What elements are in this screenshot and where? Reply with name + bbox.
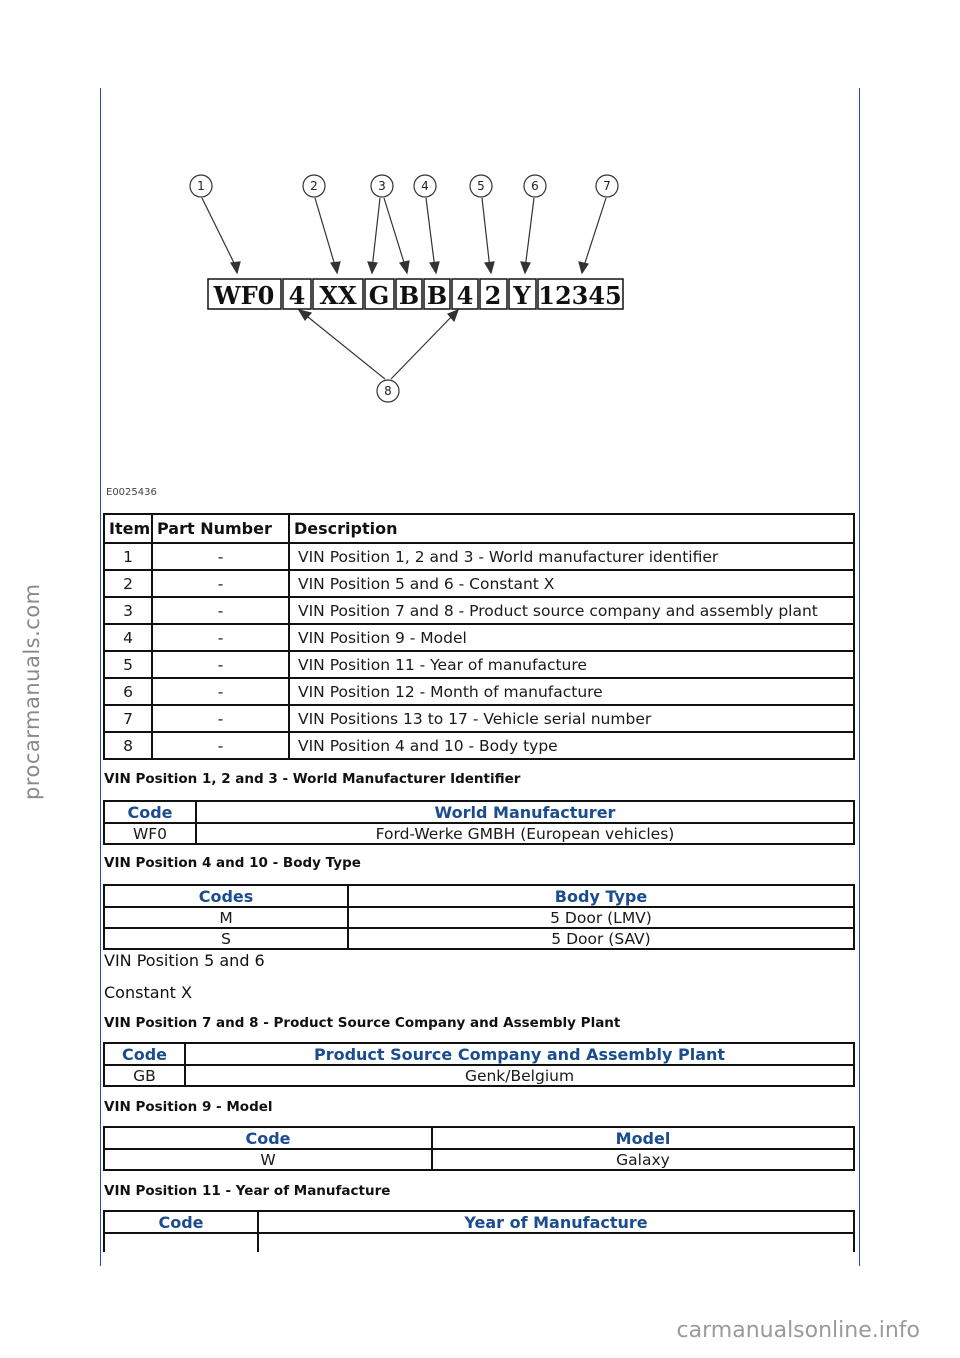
vin-segment-3: XX (319, 281, 357, 310)
header-model: Model (432, 1127, 854, 1149)
table-row (104, 597, 854, 624)
vin-segment-7: 4 (456, 281, 474, 310)
part-number-cell: - (152, 705, 289, 732)
bottom-watermark: carmanualsonline.info (676, 1318, 920, 1343)
item-cell: 2 (104, 570, 152, 597)
header-part-number: Part Number (152, 514, 289, 543)
part-number-cell: - (152, 732, 289, 759)
item-cell: 6 (104, 678, 152, 705)
item-cell: 3 (104, 597, 152, 624)
table-row (104, 624, 854, 651)
header-plant: Product Source Company and Assembly Plant (185, 1043, 854, 1065)
value-cell: Galaxy (432, 1149, 854, 1170)
header-codes: Codes (104, 885, 348, 907)
value-cell: Ford-Werke GMBH (European vehicles) (196, 823, 854, 844)
plant-table (103, 1042, 855, 1087)
callout-5-label: 5 (477, 179, 485, 193)
year-table (103, 1210, 855, 1252)
code-cell: M (104, 907, 348, 928)
header-code: Code (104, 1043, 185, 1065)
section-heading-model: VIN Position 9 - Model (104, 1099, 273, 1115)
header-code: Code (104, 1127, 432, 1149)
description-cell: VIN Position 12 - Month of manufacture (289, 678, 854, 705)
value-cell: 5 Door (SAV) (348, 928, 854, 949)
value-cell (258, 1233, 854, 1252)
table-row (104, 1233, 854, 1252)
section-heading-plant: VIN Position 7 and 8 - Product Source Company and Assembly Plant (104, 1015, 621, 1031)
table-row (104, 651, 854, 678)
value-cell: Genk/Belgium (185, 1065, 854, 1086)
value-cell: 5 Door (LMV) (348, 907, 854, 928)
model-table (103, 1126, 855, 1171)
table-header-row (104, 1043, 854, 1065)
section-vin-5-6-label: VIN Position 5 and 6 (104, 951, 265, 970)
vin-segment-2: 4 (288, 281, 306, 310)
table-row (104, 1065, 854, 1086)
part-number-cell: - (152, 543, 289, 570)
table-row (104, 928, 854, 949)
table-row (104, 823, 854, 844)
table-row (104, 570, 854, 597)
code-cell: S (104, 928, 348, 949)
part-number-cell: - (152, 597, 289, 624)
callout-4-label: 4 (421, 179, 429, 193)
vin-segment-5: B (398, 281, 420, 310)
body-type-table (103, 884, 855, 950)
part-number-cell: - (152, 624, 289, 651)
item-cell: 4 (104, 624, 152, 651)
callout-3-label: 3 (378, 179, 386, 193)
callout-8-label: 8 (384, 384, 392, 398)
description-cell: VIN Position 9 - Model (289, 624, 854, 651)
description-cell: VIN Position 1, 2 and 3 - World manufacturer identifier (289, 543, 854, 570)
vin-segment-1: WF0 (213, 281, 275, 310)
header-code: Code (104, 1211, 258, 1233)
description-cell: VIN Positions 13 to 17 - Vehicle serial number (289, 705, 854, 732)
description-cell: VIN Position 7 and 8 - Product source company and assembly plant (289, 597, 854, 624)
table-header-row (104, 801, 854, 823)
table-header-row (104, 885, 854, 907)
header-world-manufacturer: World Manufacturer (196, 801, 854, 823)
items-table (103, 513, 855, 760)
table-header-row (104, 514, 854, 543)
vin-segment-10: 12345 (538, 281, 622, 310)
table-header-row (104, 1127, 854, 1149)
callout-7-label: 7 (603, 179, 611, 193)
section-heading-body-type: VIN Position 4 and 10 - Body Type (104, 855, 361, 871)
section-heading-wmi: VIN Position 1, 2 and 3 - World Manufacturer Identifier (104, 771, 521, 787)
description-cell: VIN Position 5 and 6 - Constant X (289, 570, 854, 597)
vin-diagram (170, 165, 640, 415)
section-vin-5-6-value: Constant X (104, 983, 192, 1002)
header-code: Code (104, 801, 196, 823)
table-row (104, 907, 854, 928)
header-body-type: Body Type (348, 885, 854, 907)
part-number-cell: - (152, 570, 289, 597)
header-item: Item (104, 514, 152, 543)
part-number-cell: - (152, 651, 289, 678)
item-cell: 7 (104, 705, 152, 732)
vin-segment-6: B (426, 281, 448, 310)
callout-6-label: 6 (531, 179, 539, 193)
header-year: Year of Manufacture (258, 1211, 854, 1233)
vin-segment-4: G (368, 281, 390, 310)
vin-segment-9: Y (513, 281, 531, 310)
item-cell: 5 (104, 651, 152, 678)
header-description: Description (289, 514, 854, 543)
figure-id: E0025436 (106, 487, 157, 498)
description-cell: VIN Position 4 and 10 - Body type (289, 732, 854, 759)
table-row (104, 705, 854, 732)
code-cell: W (104, 1149, 432, 1170)
right-border-line (859, 88, 860, 1266)
table-row (104, 1149, 854, 1170)
code-cell: WF0 (104, 823, 196, 844)
callout-2-label: 2 (310, 179, 318, 193)
description-cell: VIN Position 11 - Year of manufacture (289, 651, 854, 678)
table-header-row (104, 1211, 854, 1233)
code-cell (104, 1233, 258, 1252)
section-heading-year: VIN Position 11 - Year of Manufacture (104, 1183, 391, 1199)
item-cell: 8 (104, 732, 152, 759)
vin-segment-8: 2 (484, 281, 502, 310)
table-row (104, 543, 854, 570)
table-row (104, 678, 854, 705)
callout-1-label: 1 (197, 179, 205, 193)
table-row (104, 732, 854, 759)
left-border-line (100, 88, 101, 1266)
side-watermark: procarmanuals.com (20, 583, 44, 800)
wmi-table (103, 800, 855, 845)
part-number-cell: - (152, 678, 289, 705)
code-cell: GB (104, 1065, 185, 1086)
item-cell: 1 (104, 543, 152, 570)
